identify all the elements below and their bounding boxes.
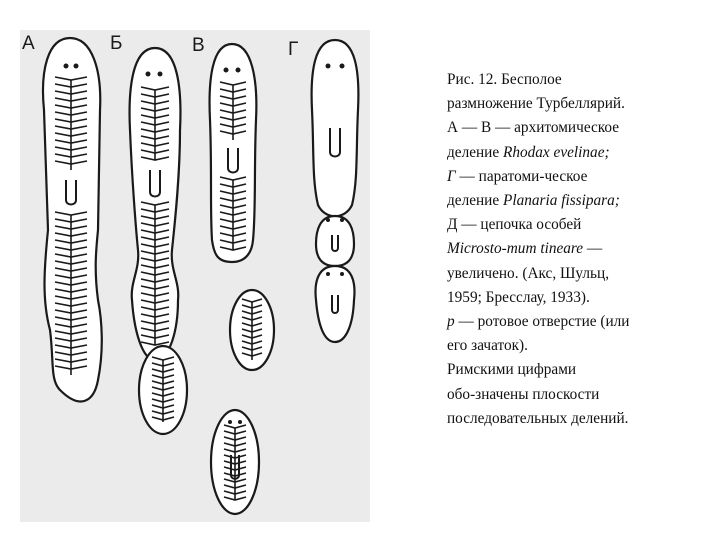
caption-line: Римскими цифрами [447,361,577,379]
eye [326,218,330,222]
eye [224,68,229,73]
caption-line: его зачаток). [447,337,528,355]
eye [340,272,344,276]
caption-line: Г — паратоми-ческое [447,167,588,185]
eye [326,272,330,276]
caption-line: размножение Турбеллярий. [447,95,625,113]
caption-line: p — ротовое отверстие (или [447,313,630,331]
caption-line: деление Planaria fissipara; [447,192,620,210]
plate-label-b: Б [110,33,123,54]
figure-illustration [20,30,370,522]
caption-line: Рис. 12. Бесполое [447,71,562,88]
eye [228,420,232,424]
eye [238,420,242,424]
eye [74,64,79,69]
caption-line: последовательных делений. [447,409,629,427]
eye [146,72,151,77]
worm-g-anterior [312,40,359,216]
caption-line: увеличено. (Акс, Шульц, [447,264,610,282]
caption-line: деление Rhodax evelinae; [447,143,610,161]
plate-label-v: В [192,35,205,56]
eye [236,68,241,73]
eye [158,72,163,77]
eye [326,64,331,69]
caption-line: А — В — архитомическое [447,119,620,137]
figure-caption [447,68,709,431]
eye [64,64,69,69]
worm-g-middle [316,216,354,266]
plate-label-a: А [22,33,35,54]
turbellaria-drawing [20,30,370,522]
eye [340,218,344,222]
plate-label-g: Г [288,39,299,60]
caption-line: Д — цепочка особей [447,216,582,234]
caption-line: Microsto-mum tineare — [447,240,603,258]
worm-g-posterior [316,266,355,342]
eye [340,64,345,69]
caption-line: обо-значены плоскости [447,385,600,403]
caption-line: 1959; Бресслау, 1933). [447,288,590,306]
